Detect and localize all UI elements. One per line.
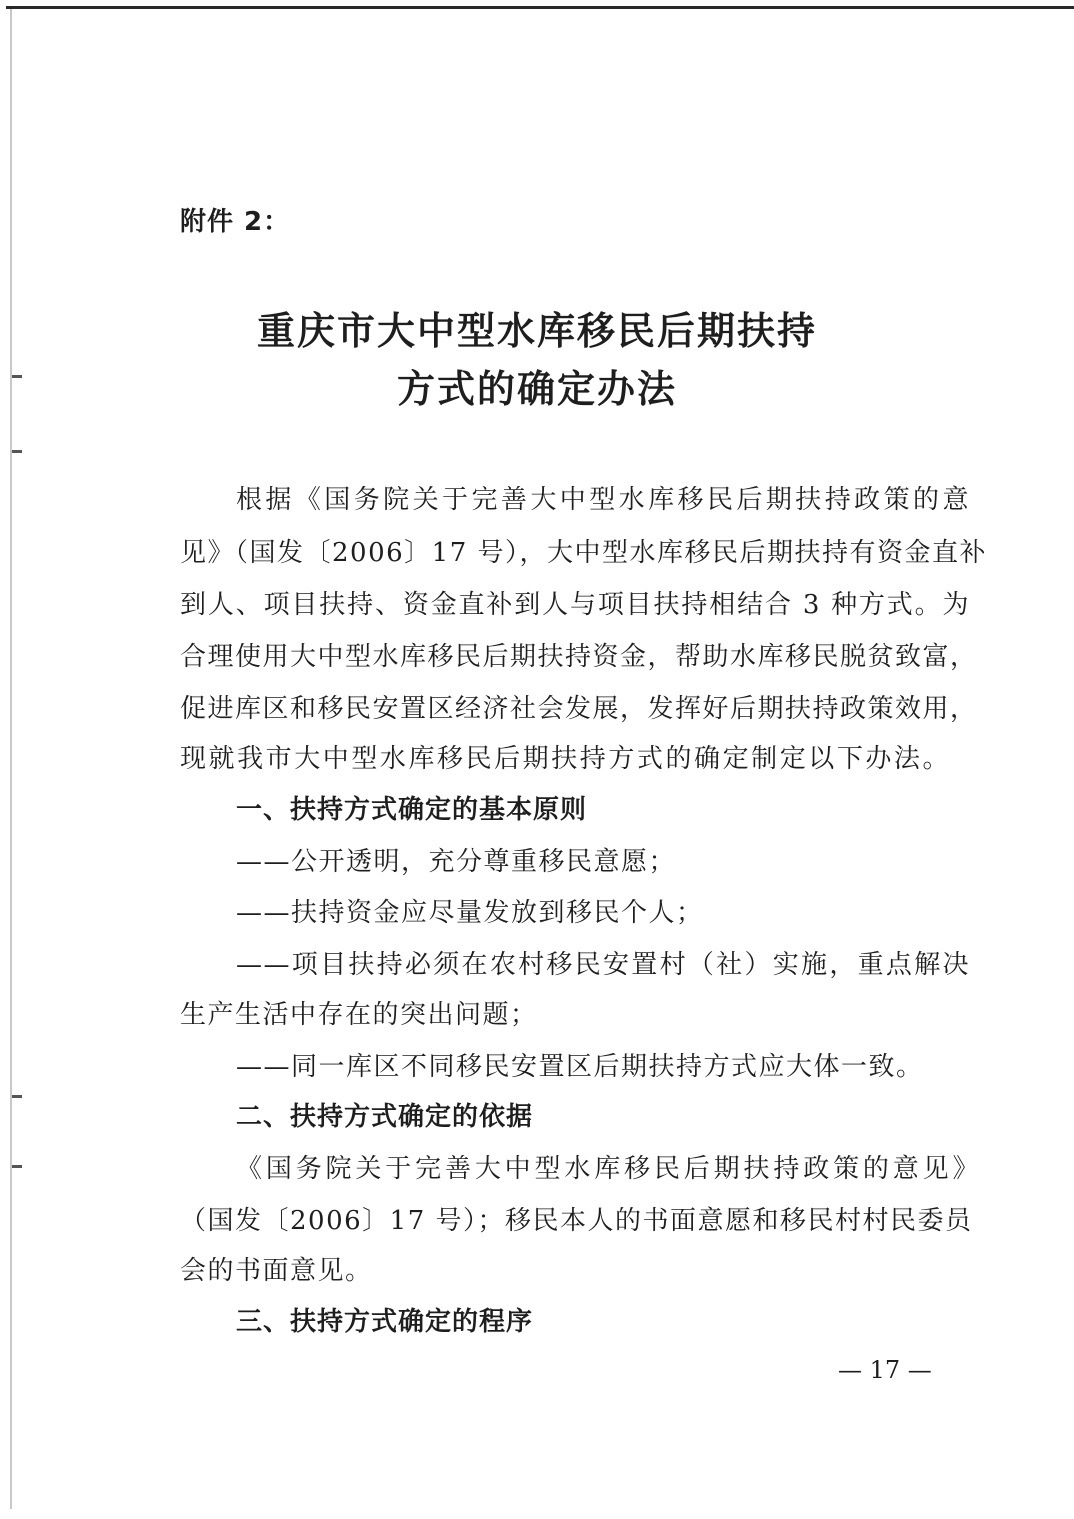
section-1-item: ——项目扶持必须在农村移民安置村（社）实施，重点解决 <box>236 950 970 980</box>
section-2-line: 会的书面意见。 <box>180 1256 373 1286</box>
section-1-item: ——同一库区不同移民安置区后期扶持方式应大体一致。 <box>236 1052 924 1082</box>
intro-line: 合理使用大中型水库移民后期扶持资金，帮助水库移民脱贫致富， <box>180 642 978 672</box>
section-3-heading: 三、扶持方式确定的程序 <box>236 1307 534 1337</box>
section-1-heading: 一、扶持方式确定的基本原则 <box>236 795 588 825</box>
section-1-item: ——扶持资金应尽量发放到移民个人； <box>236 898 704 928</box>
section-1-item: 生产生活中存在的突出问题； <box>180 1000 538 1030</box>
binding-mark <box>12 1165 22 1168</box>
intro-line: 促进库区和移民安置区经济社会发展，发挥好后期扶持政策效用， <box>180 694 978 724</box>
binding-mark <box>12 450 22 453</box>
section-2-line: （国发〔2006〕17 号）；移民本人的书面意愿和移民村村民委员 <box>180 1206 973 1236</box>
section-2-line: 《国务院关于完善大中型水库移民后期扶持政策的意见》 <box>236 1154 980 1184</box>
intro-line: 见》（国发〔2006〕17 号），大中型水库移民后期扶持有资金直补 <box>180 538 988 568</box>
binding-mark <box>12 1095 22 1098</box>
left-edge-rule <box>10 9 12 1509</box>
top-edge-rule <box>6 6 1074 9</box>
intro-line: 到人、项目扶持、资金直补到人与项目扶持相结合 3 种方式。为 <box>180 590 970 620</box>
page-number: — 17 — <box>838 1356 932 1384</box>
intro-line: 现就我市大中型水库移民后期扶持方式的确定制定以下办法。 <box>180 744 950 774</box>
page-title-line-2: 方式的确定办法 <box>396 367 677 411</box>
section-2-heading: 二、扶持方式确定的依据 <box>236 1102 534 1132</box>
attachment-label: 附件 2： <box>180 207 291 237</box>
section-1-item: ——公开透明，充分尊重移民意愿； <box>236 847 677 877</box>
page-title-line-1: 重庆市大中型水库移民后期扶持 <box>256 309 817 353</box>
intro-line: 根据《国务院关于完善大中型水库移民后期扶持政策的意 <box>236 485 970 515</box>
